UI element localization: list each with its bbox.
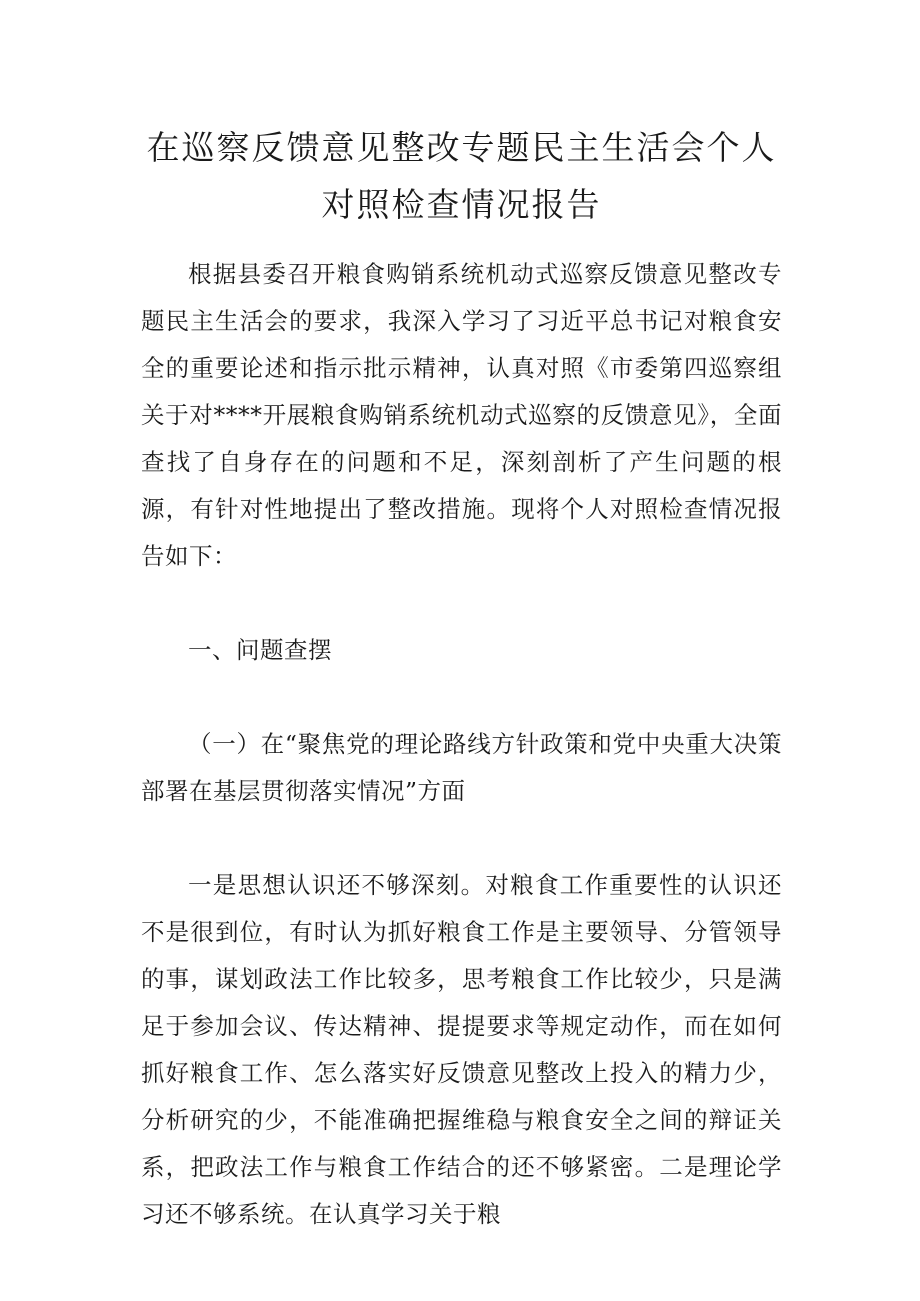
title-line-2: 对照检查情况报告 [321, 185, 602, 224]
body-paragraph: 一是思想认识还不够深刻。对粮食工作重要性的认识还不是很到位，有时认为抓好粮食工作是主要领导、分管领导的事，谋划政法工作比较多，思考粮食工作比较少，只是满足于参加会议、传达精神、提提要求等规定动作，而在如何抓好粮食工作、怎么落实好反馈意见整改上投入的精力少，分析研究的少，不能准确把握维稳与粮食安全之间的辩证关系，把政法工作与粮食工作结合的还不够紧密。二是理论学习还不够系统。在认真学习关于粮 [141, 871, 782, 1228]
document-title [141, 119, 782, 233]
subsection-heading: （一）在“聚焦党的理论路线方针政策和党中央重大决策部署在基层贯彻落实情况”方面 [141, 730, 782, 805]
section-heading: 一、问题查摆 [188, 636, 332, 664]
title-line-1: 在巡察反馈意见整改专题民主生活会个人 [146, 128, 777, 167]
intro-paragraph: 根据县委召开粮食购销系统机动式巡察反馈意见整改专题民主生活会的要求，我深入学习了习近平总书记对粮食安全的重要论述和指示批示精神，认真对照《市委第四巡察组关于对****开展粮食购销系统机动式巡察的反馈意见》，全面查找了自身存在的问题和不足，深刻剖析了产生问题的根源，有针对性地提出了整改措施。现将个人对照检查情况报告如下： [141, 260, 782, 570]
